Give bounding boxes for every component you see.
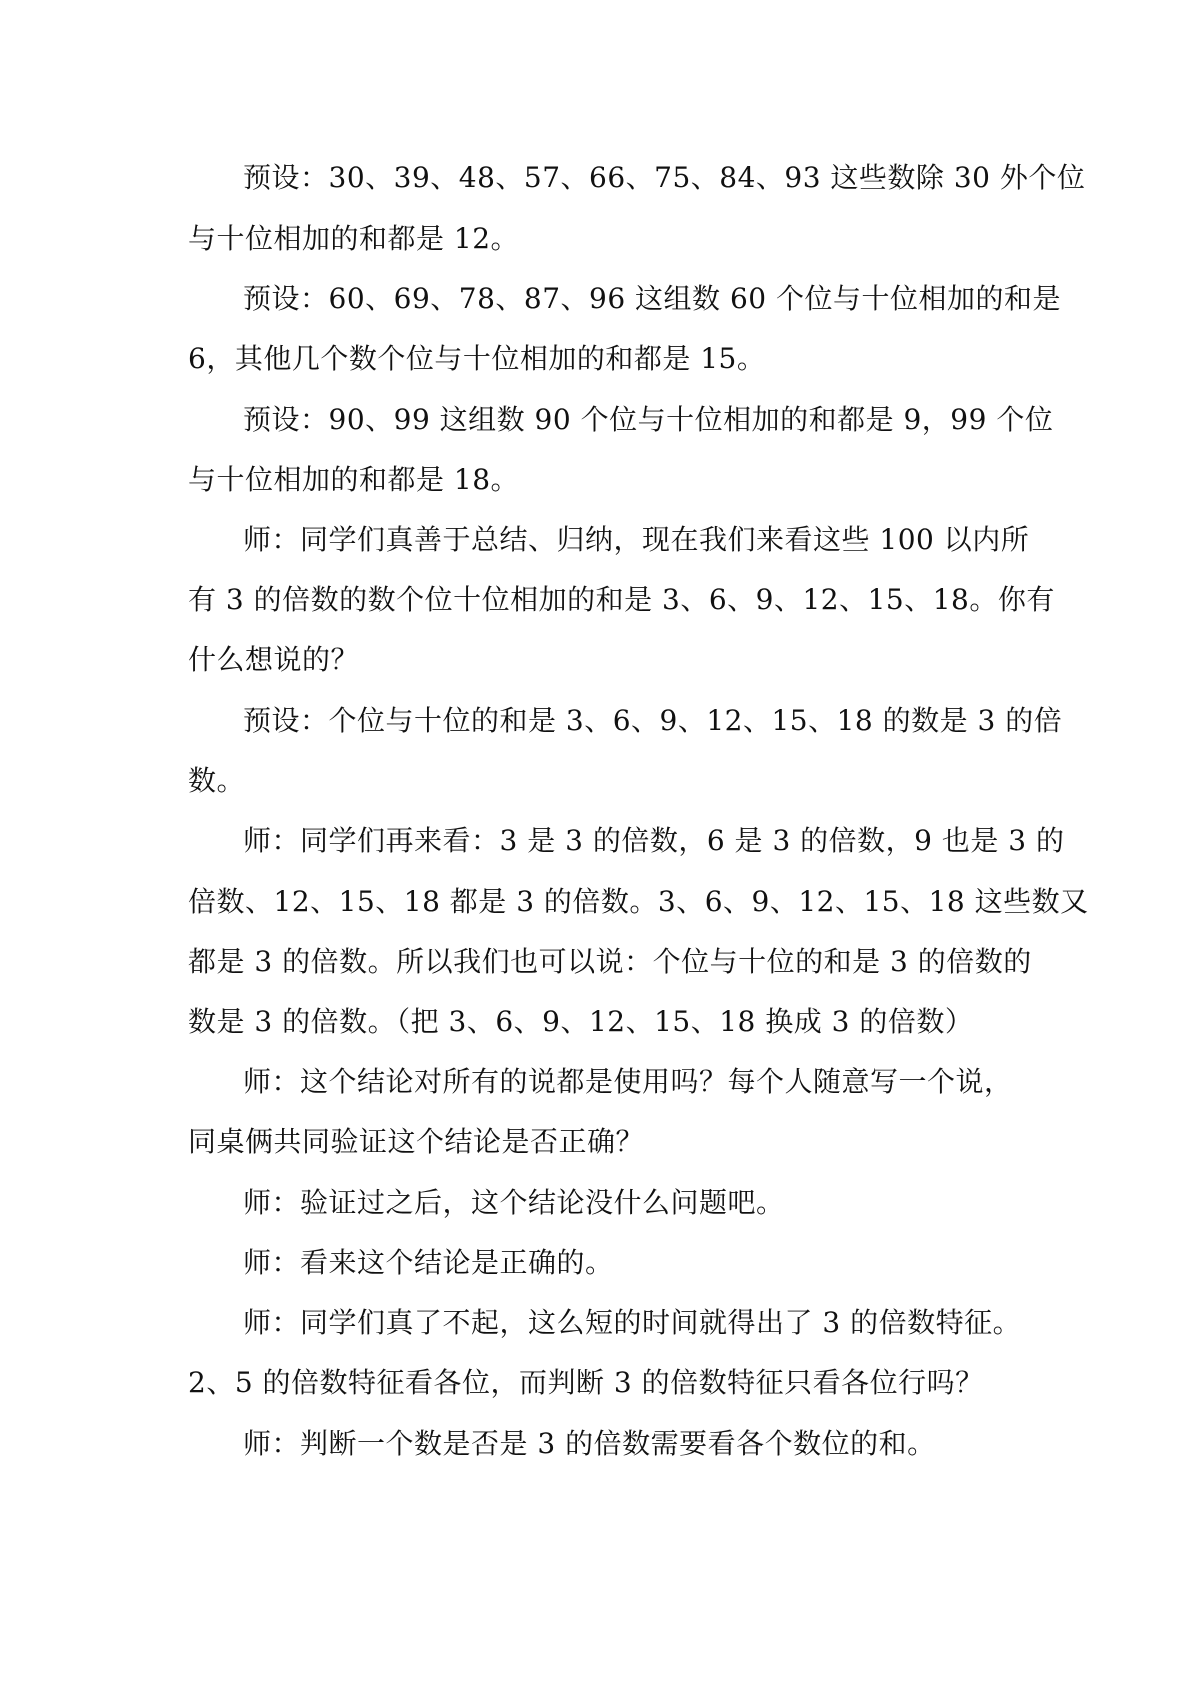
paragraph-3-line-2: 与十位相加的和都是 18。	[188, 463, 520, 496]
paragraph-6-line-2: 倍数、12、15、18 都是 3 的倍数。3、6、9、12、15、18 这些数又	[188, 885, 1089, 918]
paragraph-11-line-1: 师：判断一个数是否是 3 的倍数需要看各个数位的和。	[243, 1427, 936, 1460]
paragraph-6-line-1: 师：同学们再来看：3 是 3 的倍数，6 是 3 的倍数，9 也是 3 的	[243, 824, 1065, 857]
paragraph-9-line-1: 师：看来这个结论是正确的。	[243, 1246, 614, 1279]
paragraph-10-line-1: 师：同学们真了不起，这么短的时间就得出了 3 的倍数特征。	[243, 1306, 1022, 1339]
paragraph-2-line-1: 预设：60、69、78、87、96 这组数 60 个位与十位相加的和是	[243, 282, 1061, 315]
paragraph-5-line-2: 数。	[188, 764, 246, 797]
paragraph-10-line-2: 2、5 的倍数特征看各位，而判断 3 的倍数特征只看各位行吗？	[188, 1366, 984, 1399]
paragraph-6-line-4: 数是 3 的倍数。（把 3、6、9、12、15、18 换成 3 的倍数）	[188, 1005, 974, 1038]
paragraph-3-line-1: 预设：90、99 这组数 90 个位与十位相加的和都是 9，99 个位	[243, 403, 1054, 436]
paragraph-1-line-1: 预设：30、39、48、57、66、75、84、93 这些数除 30 外个位	[243, 161, 1086, 194]
paragraph-4-line-1: 师：同学们真善于总结、归纳，现在我们来看这些 100 以内所	[243, 523, 1030, 556]
paragraph-1-line-2: 与十位相加的和都是 12。	[188, 222, 520, 255]
paragraph-8-line-1: 师：验证过之后，这个结论没什么问题吧。	[243, 1186, 785, 1219]
paragraph-4-line-2: 有 3 的倍数的数个位十位相加的和是 3、6、9、12、15、18。你有	[188, 583, 1055, 616]
paragraph-2-line-2: 6，其他几个数个位与十位相加的和都是 15。	[188, 342, 766, 375]
paragraph-7-line-1: 师：这个结论对所有的说都是使用吗？每个人随意写一个说，	[243, 1065, 1013, 1098]
paragraph-6-line-3: 都是 3 的倍数。所以我们也可以说：个位与十位的和是 3 的倍数的	[188, 945, 1032, 978]
paragraph-5-line-1: 预设：个位与十位的和是 3、6、9、12、15、18 的数是 3 的倍	[243, 704, 1063, 737]
paragraph-7-line-2: 同桌俩共同验证这个结论是否正确？	[188, 1125, 645, 1158]
paragraph-4-line-3: 什么想说的？	[188, 643, 360, 676]
